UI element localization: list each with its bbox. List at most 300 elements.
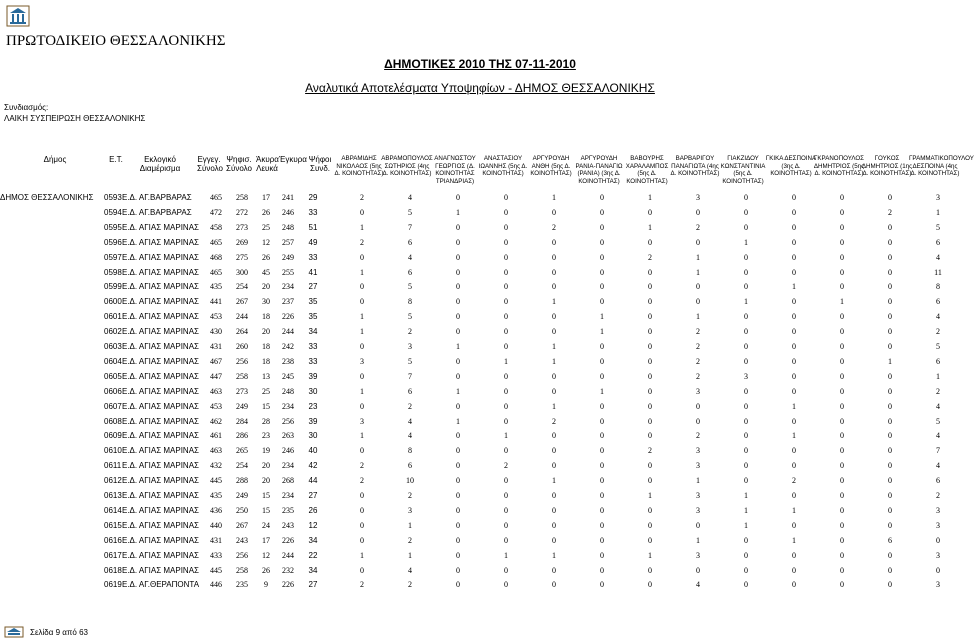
cell-candidate-votes: 0	[600, 535, 604, 545]
cell-candidate-votes: 0	[744, 386, 748, 396]
cell-voted: 275	[236, 252, 248, 262]
table-row	[0, 235, 960, 250]
cell-candidate-votes: 0	[744, 446, 748, 456]
cell-candidate-votes: 0	[648, 267, 652, 277]
cell-candidate-votes: 1	[648, 491, 652, 500]
cell-candidate-votes: 1	[360, 327, 364, 337]
cell-registered: 458	[210, 222, 222, 232]
cell-candidate-votes: 1	[552, 342, 556, 351]
cell-candidate-votes: 6	[408, 237, 412, 247]
cell-candidate-votes: 0	[504, 342, 508, 351]
cell-candidate-votes: 0	[456, 237, 460, 247]
cell-candidate-votes: 0	[456, 371, 460, 381]
cell-valid: 234	[282, 491, 294, 500]
cell-candidate-votes: 1	[552, 476, 556, 486]
cell-invalid: 18	[262, 342, 270, 351]
cell-candidate-votes: 0	[456, 461, 460, 471]
cell-candidate-votes: 0	[600, 491, 604, 500]
cell-candidate-votes: 0	[456, 580, 460, 590]
cell-registered: 441	[210, 297, 222, 307]
cell-registered: 447	[210, 371, 222, 381]
cell-invalid: 17	[262, 193, 270, 202]
cell-candidate-votes: 0	[456, 327, 460, 337]
cell-candidate-votes: 0	[504, 416, 508, 426]
cell-candidate-votes: 0	[648, 371, 652, 381]
cell-candidate-votes: 1	[696, 535, 700, 545]
cell-candidate-votes: 1	[792, 282, 796, 292]
cell-et: 0607	[104, 401, 122, 411]
cell-candidate-votes: 0	[504, 207, 508, 217]
cell-candidate-votes: 1	[888, 356, 892, 366]
cell-valid: 232	[282, 565, 294, 575]
cell-candidate-votes: 1	[456, 207, 460, 217]
cell-valid: 237	[282, 297, 294, 307]
cell-candidate-votes: 0	[552, 312, 556, 322]
cell-candidate-votes: 0	[360, 371, 364, 381]
cell-district: Ε.Δ. ΑΓΙΑΣ ΜΑΡΙΝΑΣ	[122, 327, 199, 337]
page-subtitle: Αναλυτικά Αποτελέσματα Υποψηφίων - ΔΗΜΟΣ ΘΕΣΣΑΛΟΝΙΚΗΣ	[305, 81, 655, 95]
cell-registered: 432	[210, 461, 222, 471]
cell-candidate-votes: 3	[696, 491, 700, 500]
table-row	[0, 563, 960, 578]
table-row	[0, 205, 960, 220]
cell-candidate-votes: 3	[360, 416, 364, 426]
cell-candidate-votes: 2	[696, 356, 700, 366]
cell-candidate-votes: 0	[504, 237, 508, 247]
cell-candidate-votes: 6	[408, 461, 412, 471]
cell-candidate-votes: 0	[840, 550, 844, 560]
cell-candidate-votes: 6	[888, 535, 892, 545]
cell-candidate-votes: 0	[360, 401, 364, 411]
cell-candidate-votes: 0	[840, 267, 844, 277]
cell-candidate-votes: 4	[936, 312, 940, 322]
cell-voted: 267	[236, 297, 248, 307]
table-row	[0, 428, 960, 443]
cell-coalition-votes: 49	[308, 237, 318, 247]
cell-coalition-votes: 34	[308, 535, 318, 545]
table-row	[0, 548, 960, 563]
cell-candidate-votes: 0	[648, 461, 652, 471]
cell-candidate-votes: 11	[934, 267, 942, 277]
cell-candidate-votes: 1	[744, 505, 748, 515]
cell-valid: 234	[282, 282, 294, 292]
cell-registered: 445	[210, 565, 222, 575]
cell-district: Ε.Δ. ΑΓΙΑΣ ΜΑΡΙΝΑΣ	[122, 282, 199, 292]
cell-registered: 472	[210, 207, 222, 217]
cell-candidate-votes: 1	[840, 297, 844, 307]
page-icon	[4, 625, 24, 637]
cell-candidate-votes: 0	[456, 297, 460, 307]
table-row	[0, 265, 960, 280]
cell-candidate-votes: 0	[456, 550, 460, 560]
cell-candidate-votes: 1	[744, 297, 748, 307]
cell-candidate-votes: 0	[504, 520, 508, 530]
cell-candidate-votes: 0	[600, 461, 604, 471]
cell-et: 0601	[104, 312, 122, 322]
cell-candidate-votes: 0	[360, 446, 364, 456]
cell-candidate-votes: 0	[552, 446, 556, 456]
cell-candidate-votes: 5	[408, 356, 412, 366]
cell-candidate-votes: 0	[792, 386, 796, 396]
cell-invalid: 24	[262, 520, 270, 530]
cell-invalid: 30	[262, 297, 270, 307]
cell-candidate-votes: 0	[552, 461, 556, 471]
cell-candidate-votes: 0	[696, 207, 700, 217]
cell-candidate-votes: 3	[696, 193, 700, 202]
cell-coalition-votes: 39	[308, 416, 318, 426]
cell-candidate-votes: 0	[792, 565, 796, 575]
cell-candidate-votes: 0	[648, 416, 652, 426]
cell-candidate-votes: 0	[648, 565, 652, 575]
cell-candidate-votes: 1	[696, 252, 700, 262]
cell-candidate-votes: 0	[600, 267, 604, 277]
cell-candidate-votes: 2	[504, 461, 508, 471]
cell-valid: 246	[282, 207, 294, 217]
cell-candidate-votes: 0	[744, 401, 748, 411]
cell-registered: 453	[210, 312, 222, 322]
cell-invalid: 15	[262, 505, 270, 515]
cell-coalition-votes: 44	[308, 476, 318, 486]
cell-candidate-votes: 0	[744, 282, 748, 292]
table-row	[0, 533, 960, 548]
cell-candidate-votes: 3	[936, 193, 940, 202]
coalition-label: Συνδιασμός:	[4, 103, 49, 112]
cell-coalition-votes: 12	[308, 520, 318, 530]
cell-candidate-votes: 0	[840, 476, 844, 486]
cell-candidate-votes: 0	[552, 237, 556, 247]
cell-candidate-votes: 0	[840, 446, 844, 456]
cell-candidate-votes: 0	[792, 416, 796, 426]
cell-valid: 245	[282, 371, 294, 381]
cell-coalition-votes: 27	[308, 282, 318, 292]
cell-candidate-votes: 2	[696, 222, 700, 232]
cell-district: Ε.Δ. ΑΓΙΑΣ ΜΑΡΙΝΑΣ	[122, 431, 199, 441]
coalition-name: ΛΑΙΚΗ ΣΥΣΠΕΙΡΩΣΗ ΘΕΣΣΑΛΟΝΙΚΗΣ	[4, 114, 146, 123]
cell-candidate-votes: 4	[936, 461, 940, 471]
cell-candidate-votes: 0	[792, 252, 796, 262]
cell-candidate-votes: 0	[840, 207, 844, 217]
cell-district: Ε.Δ. ΑΓΙΑΣ ΜΑΡΙΝΑΣ	[122, 386, 199, 396]
cell-valid: 243	[282, 520, 294, 530]
table-row	[0, 399, 960, 414]
cell-valid: 238	[282, 356, 294, 366]
cell-et: 0595	[104, 222, 122, 232]
cell-candidate-votes: 0	[552, 491, 556, 500]
cell-invalid: 23	[262, 431, 270, 441]
cell-candidate-votes: 1	[696, 476, 700, 486]
cell-candidate-votes: 1	[648, 193, 652, 202]
cell-valid: 226	[282, 535, 294, 545]
cell-candidate-votes: 0	[888, 312, 892, 322]
cell-invalid: 45	[262, 267, 270, 277]
cell-candidate-votes: 0	[600, 297, 604, 307]
cell-candidate-votes: 0	[744, 193, 748, 202]
cell-voted: 244	[236, 312, 248, 322]
cell-invalid: 20	[262, 327, 270, 337]
cell-candidate-votes: 2	[936, 491, 940, 500]
cell-candidate-votes: 0	[744, 431, 748, 441]
cell-invalid: 13	[262, 371, 270, 381]
cell-candidate-votes: 0	[840, 580, 844, 590]
cell-candidate-votes: 0	[360, 342, 364, 351]
table-row	[0, 324, 960, 339]
cell-registered: 462	[210, 416, 222, 426]
cell-candidate-votes: 0	[504, 327, 508, 337]
cell-candidate-votes: 0	[504, 476, 508, 486]
cell-coalition-votes: 41	[308, 267, 318, 277]
cell-voted: 258	[236, 193, 248, 202]
cell-candidate-votes: 0	[456, 193, 460, 202]
cell-registered: 461	[210, 431, 222, 441]
cell-candidate-votes: 0	[600, 252, 604, 262]
cell-district: Ε.Δ. ΑΓΙΑΣ ΜΑΡΙΝΑΣ	[122, 222, 199, 232]
cell-candidate-votes: 0	[792, 222, 796, 232]
cell-voted: 273	[236, 222, 248, 232]
cell-voted: 269	[236, 237, 248, 247]
cell-et: 0615	[104, 520, 122, 530]
cell-candidate-votes: 0	[792, 312, 796, 322]
cell-candidate-votes: 0	[648, 327, 652, 337]
cell-candidate-votes: 0	[648, 431, 652, 441]
cell-candidate-votes: 0	[456, 267, 460, 277]
cell-candidate-votes: 0	[360, 520, 364, 530]
cell-candidate-votes: 0	[456, 491, 460, 500]
cell-candidate-votes: 0	[648, 386, 652, 396]
cell-candidate-votes: 0	[840, 222, 844, 232]
cell-candidate-votes: 0	[840, 401, 844, 411]
cell-candidate-votes: 0	[600, 446, 604, 456]
cell-coalition-votes: 26	[308, 505, 318, 515]
cell-registered: 467	[210, 356, 222, 366]
cell-candidate-votes: 5	[408, 282, 412, 292]
cell-candidate-votes: 0	[696, 416, 700, 426]
cell-et: 0596	[104, 237, 122, 247]
cell-candidate-votes: 0	[456, 356, 460, 366]
cell-candidate-votes: 1	[792, 505, 796, 515]
table-row	[0, 354, 960, 369]
cell-candidate-votes: 0	[456, 476, 460, 486]
cell-candidate-votes: 0	[888, 461, 892, 471]
cell-candidate-votes: 1	[696, 267, 700, 277]
cell-voted: 235	[236, 580, 248, 590]
cell-candidate-votes: 0	[792, 327, 796, 337]
cell-voted: 249	[236, 401, 248, 411]
cell-candidate-votes: 2	[696, 371, 700, 381]
cell-candidate-votes: 8	[408, 446, 412, 456]
cell-registered: 465	[210, 267, 222, 277]
cell-voted: 300	[236, 267, 248, 277]
cell-candidate-votes: 0	[888, 327, 892, 337]
cell-candidate-votes: 2	[408, 491, 412, 500]
cell-invalid: 20	[262, 282, 270, 292]
cell-candidate-votes: 0	[600, 520, 604, 530]
cell-candidate-votes: 0	[888, 371, 892, 381]
cell-candidate-votes: 0	[504, 193, 508, 202]
cell-candidate-votes: 0	[552, 327, 556, 337]
cell-valid: 226	[282, 312, 294, 322]
cell-candidate-votes: 0	[600, 193, 604, 202]
cell-candidate-votes: 0	[648, 237, 652, 247]
cell-coalition-votes: 27	[308, 580, 318, 590]
cell-candidate-votes: 1	[456, 386, 460, 396]
cell-candidate-votes: 2	[408, 327, 412, 337]
cell-candidate-votes: 0	[552, 535, 556, 545]
cell-candidate-votes: 0	[504, 267, 508, 277]
candidate-header: ΑΒΡΑΜΟΠΟΥΛΟΣ ΣΩΤΗΡΙΟΣ (4ης Δ. ΚΟΙΝΟΤΗΤΑΣ)	[381, 155, 433, 177]
cell-district: Ε.Δ. ΑΓΙΑΣ ΜΑΡΙΝΑΣ	[122, 267, 199, 277]
cell-voted: 273	[236, 386, 248, 396]
cell-coalition-votes: 29	[308, 193, 318, 202]
cell-voted: 254	[236, 461, 248, 471]
cell-candidate-votes: 0	[600, 565, 604, 575]
cell-candidate-votes: 0	[888, 491, 892, 500]
table-row	[0, 369, 960, 384]
table-row	[0, 414, 960, 429]
cell-candidate-votes: 1	[408, 550, 412, 560]
cell-coalition-votes: 42	[308, 461, 318, 471]
cell-candidate-votes: 1	[360, 431, 364, 441]
candidate-header: ΑΝΑΣΤΑΣΙΟΥ ΙΩΑΝΝΗΣ (5ης Δ. ΚΟΙΝΟΤΗΤΑΣ)	[478, 155, 528, 177]
cell-invalid: 20	[262, 476, 270, 486]
cell-invalid: 18	[262, 312, 270, 322]
cell-candidate-votes: 2	[696, 327, 700, 337]
cell-voted: 286	[236, 431, 248, 441]
cell-candidate-votes: 0	[552, 386, 556, 396]
cell-candidate-votes: 0	[648, 282, 652, 292]
cell-candidate-votes: 0	[456, 565, 460, 575]
table-row	[0, 443, 960, 458]
cell-candidate-votes: 6	[936, 297, 940, 307]
cell-coalition-votes: 34	[308, 327, 318, 337]
cell-candidate-votes: 3	[360, 356, 364, 366]
cell-candidate-votes: 0	[696, 401, 700, 411]
header-coalition-votes: Ψήφοι Συνδ.	[308, 155, 332, 173]
cell-candidate-votes: 0	[696, 520, 700, 530]
cell-candidate-votes: 0	[888, 505, 892, 515]
cell-candidate-votes: 0	[600, 371, 604, 381]
cell-registered: 440	[210, 520, 222, 530]
candidate-header: ΒΑΡΒΑΡΙΓΟΥ ΠΑΝΑΓΙΩΤΑ (4ης Δ. ΚΟΙΝΟΤΗΤΑΣ)	[670, 155, 720, 177]
cell-candidate-votes: 0	[888, 431, 892, 441]
cell-candidate-votes: 0	[888, 222, 892, 232]
cell-candidate-votes: 1	[744, 237, 748, 247]
cell-registered: 436	[210, 505, 222, 515]
cell-coalition-votes: 35	[308, 297, 318, 307]
cell-candidate-votes: 4	[408, 565, 412, 575]
cell-candidate-votes: 0	[888, 565, 892, 575]
cell-candidate-votes: 0	[792, 520, 796, 530]
cell-candidate-votes: 0	[744, 461, 748, 471]
cell-registered: 435	[210, 282, 222, 292]
cell-candidate-votes: 0	[600, 431, 604, 441]
cell-valid: 255	[282, 267, 294, 277]
cell-candidate-votes: 0	[456, 446, 460, 456]
cell-candidate-votes: 0	[648, 476, 652, 486]
cell-candidate-votes: 1	[552, 401, 556, 411]
cell-candidate-votes: 0	[360, 565, 364, 575]
cell-candidate-votes: 6	[408, 386, 412, 396]
cell-candidate-votes: 1	[360, 312, 364, 322]
cell-district: Ε.Δ. ΑΓΙΑΣ ΜΑΡΙΝΑΣ	[122, 520, 199, 530]
cell-candidate-votes: 1	[696, 312, 700, 322]
cell-et: 0608	[104, 416, 122, 426]
page-number: Σελίδα 9 από 63	[30, 628, 88, 637]
cell-district: Ε.Δ. ΑΓΙΑΣ ΜΑΡΙΝΑΣ	[122, 565, 199, 575]
cell-candidate-votes: 0	[840, 416, 844, 426]
cell-et: 0614	[104, 505, 122, 515]
cell-valid: 246	[282, 446, 294, 456]
cell-candidate-votes: 0	[888, 252, 892, 262]
cell-candidate-votes: 0	[552, 431, 556, 441]
table-row	[0, 577, 960, 592]
cell-candidate-votes: 3	[936, 550, 940, 560]
cell-candidate-votes: 3	[696, 386, 700, 396]
cell-candidate-votes: 0	[648, 297, 652, 307]
cell-candidate-votes: 0	[888, 446, 892, 456]
cell-candidate-votes: 0	[552, 207, 556, 217]
cell-candidate-votes: 0	[456, 312, 460, 322]
cell-voted: 260	[236, 342, 248, 351]
cell-candidate-votes: 2	[648, 252, 652, 262]
cell-candidate-votes: 0	[504, 252, 508, 262]
cell-candidate-votes: 0	[792, 356, 796, 366]
cell-candidate-votes: 1	[936, 207, 940, 217]
cell-et: 0611	[104, 461, 122, 471]
cell-candidate-votes: 0	[744, 356, 748, 366]
cell-candidate-votes: 0	[744, 222, 748, 232]
cell-et: 0597	[104, 252, 122, 262]
cell-candidate-votes: 0	[648, 312, 652, 322]
cell-candidate-votes: 0	[456, 252, 460, 262]
cell-invalid: 26	[262, 207, 270, 217]
cell-candidate-votes: 0	[792, 207, 796, 217]
cell-valid: 248	[282, 222, 294, 232]
cell-candidate-votes: 0	[504, 297, 508, 307]
cell-candidate-votes: 0	[888, 476, 892, 486]
cell-candidate-votes: 0	[456, 520, 460, 530]
cell-candidate-votes: 0	[360, 535, 364, 545]
cell-voted: 243	[236, 535, 248, 545]
cell-candidate-votes: 0	[552, 371, 556, 381]
cell-candidate-votes: 0	[744, 416, 748, 426]
cell-registered: 431	[210, 535, 222, 545]
cell-candidate-votes: 1	[744, 520, 748, 530]
cell-candidate-votes: 0	[840, 386, 844, 396]
cell-et: 0619	[104, 580, 122, 590]
table-row	[0, 294, 960, 309]
cell-candidate-votes: 0	[648, 580, 652, 590]
cell-et: 0605	[104, 371, 122, 381]
cell-candidate-votes: 0	[600, 282, 604, 292]
cell-candidate-votes: 3	[936, 505, 940, 515]
cell-voted: 272	[236, 207, 248, 217]
cell-candidate-votes: 0	[504, 565, 508, 575]
cell-registered: 435	[210, 491, 222, 500]
cell-voted: 264	[236, 327, 248, 337]
cell-candidate-votes: 6	[408, 267, 412, 277]
cell-candidate-votes: 0	[504, 282, 508, 292]
cell-candidate-votes: 0	[888, 401, 892, 411]
cell-candidate-votes: 5	[408, 312, 412, 322]
table-row	[0, 384, 960, 399]
cell-candidate-votes: 2	[648, 446, 652, 456]
cell-candidate-votes: 1	[600, 327, 604, 337]
cell-candidate-votes: 1	[504, 356, 508, 366]
cell-candidate-votes: 0	[552, 252, 556, 262]
cell-candidate-votes: 0	[840, 520, 844, 530]
cell-invalid: 17	[262, 535, 270, 545]
cell-district: Ε.Δ. ΑΓΙΑΣ ΜΑΡΙΝΑΣ	[122, 550, 199, 560]
